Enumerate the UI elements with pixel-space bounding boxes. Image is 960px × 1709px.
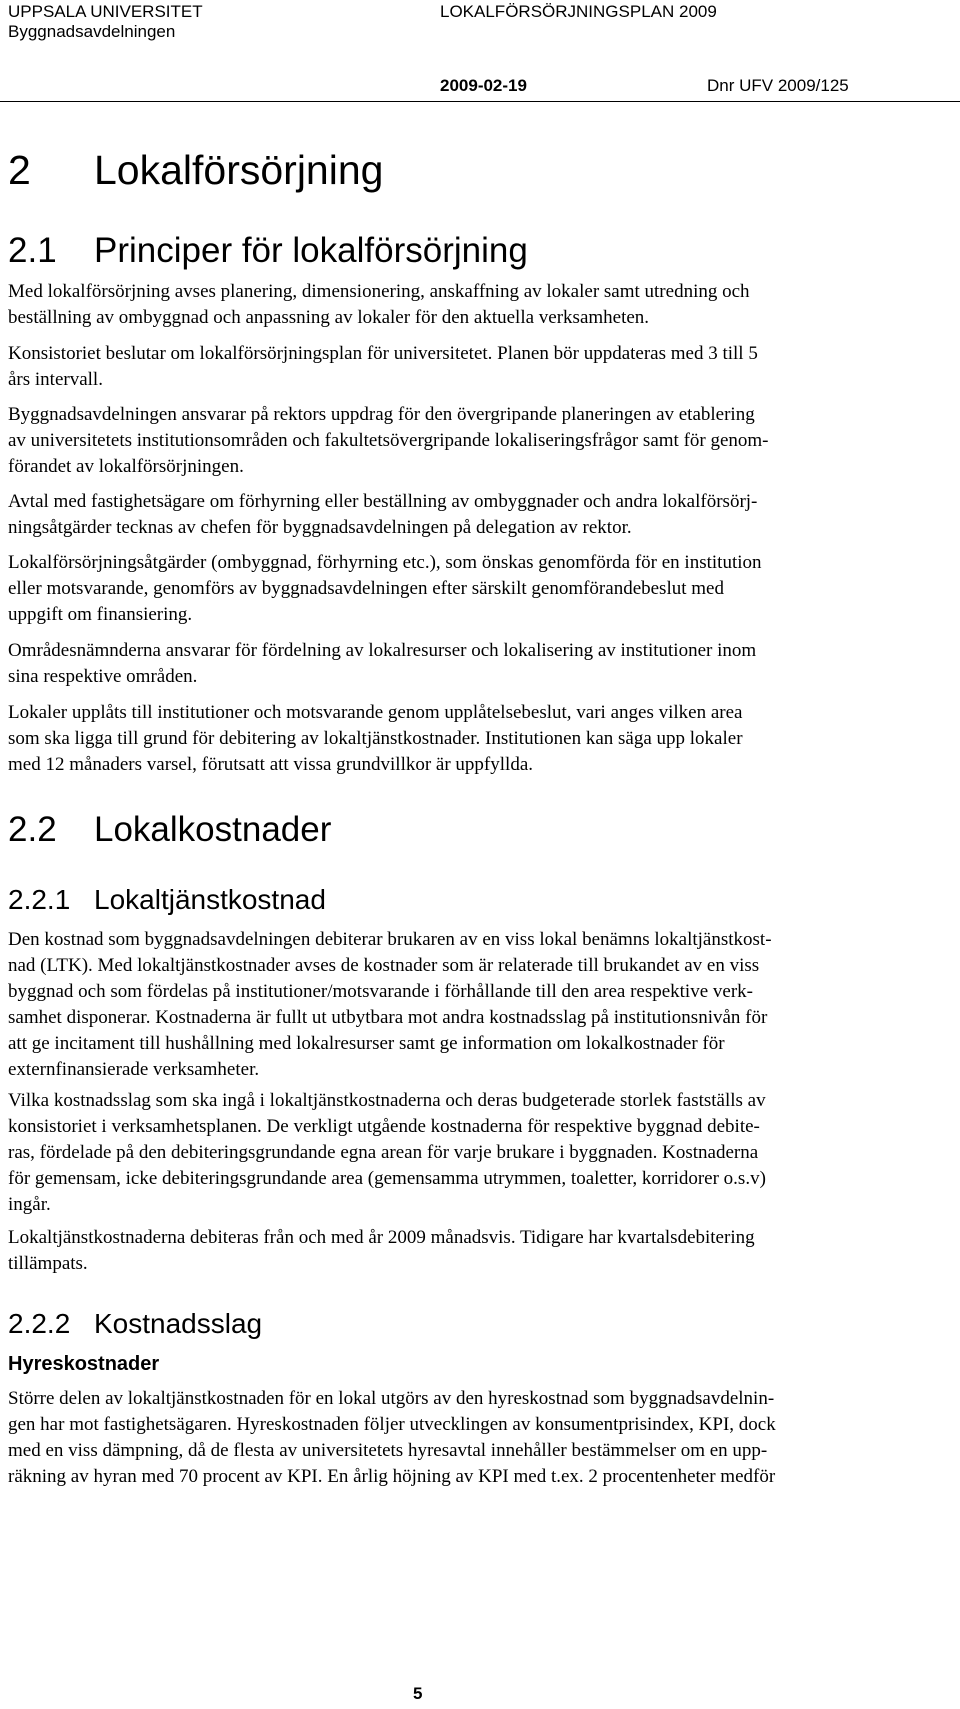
subsection-title: Lokaltjänstkostnad xyxy=(94,884,326,915)
text-line: samhet disponerar. Kostnaderna är fullt ut utbytbara mot andra kostnadsslag på institutionsnivån för xyxy=(8,1007,768,1028)
text-line: byggnad och som fördelas på institutioner/motsvarande i förhållande till den area respektive verk- xyxy=(8,981,753,1002)
text-line: med 12 månaders varsel, förutsatt att vissa grundvillkor är uppfyllda. xyxy=(8,754,534,775)
text-line: Konsistoriet beslutar om lokalförsörjningsplan för universitetet. Planen bör uppdateras med 3 till 5 xyxy=(8,343,758,364)
chapter-title: Lokalförsörjning xyxy=(94,147,384,193)
text-line: ningsåtgärder tecknas av chefen för byggnadsavdelningen på delegation av rektor. xyxy=(8,517,632,538)
text-line: med en viss dämpning, då de flesta av universitetets hyresavtal innehåller bestämmelser om en upp- xyxy=(8,1440,768,1461)
header-org: UPPSALA UNIVERSITET xyxy=(8,2,203,21)
subsection-heading-2-2-1 xyxy=(8,883,326,917)
text-line: förandet av lokalförsörjningen. xyxy=(8,456,244,477)
text-line: tillämpats. xyxy=(8,1253,88,1274)
paragraph-konsistoriet xyxy=(8,341,952,393)
text-line: Avtal med fastighetsägare om förhyrning eller beställning av ombyggnader och andra lokalförsörj- xyxy=(8,491,758,512)
section-heading-2-2 xyxy=(8,809,331,851)
text-line: Större delen av lokaltjänstkostnaden för en lokal utgörs av den hyreskostnad som byggnadsavdelnin- xyxy=(8,1388,775,1409)
text-line: Med lokalförsörjning avses planering, dimensionering, anskaffning av lokaler samt utredning och xyxy=(8,281,750,302)
text-line: externfinansierade verksamheter. xyxy=(8,1059,260,1080)
paragraph-lokaler xyxy=(8,700,952,778)
header-document-title: LOKALFÖRSÖRJNINGSPLAN 2009 xyxy=(440,2,717,21)
paragraph-hyreskostnad xyxy=(8,1386,952,1490)
text-line: nad (LTK). Med lokaltjänstkostnader avses de kostnader som är relaterade till brukandet av en viss xyxy=(8,955,760,976)
paragraph-kostnadsslag-budget xyxy=(8,1088,952,1218)
paragraph-atgarder xyxy=(8,550,952,628)
text-line: av universitetets institutionsområden och fakultetsövergripande lokaliseringsfrågor samt för genom- xyxy=(8,430,769,451)
text-line: Vilka kostnadsslag som ska ingå i lokaltjänstkostnaderna och deras budgeterade storlek fastställs av xyxy=(8,1090,766,1111)
text-line: ingår. xyxy=(8,1194,51,1215)
text-line: räkning av hyran med 70 procent av KPI. En årlig höjning av KPI med t.ex. 2 procentenheter medför xyxy=(8,1466,776,1487)
text-line: att ge incitament till hushållning med lokalresurser samt ge information om lokalkostnader för xyxy=(8,1033,725,1054)
paragraph-avtal xyxy=(8,489,952,541)
chapter-heading xyxy=(8,146,383,194)
paragraph-definition xyxy=(8,279,952,331)
text-line: uppgift om finansiering. xyxy=(8,604,193,625)
text-line: konsistoriet i verksamhetsplanen. De verkligt utgående kostnaderna för respektive byggnad debite- xyxy=(8,1116,760,1137)
paragraph-debitering xyxy=(8,1225,952,1277)
text-line: ras, fördelade på den debiteringsgrundande egna arean för varje brukare i byggnaden. Kostnaderna xyxy=(8,1142,759,1163)
subsection-number: 2.2.1 xyxy=(8,884,71,915)
header-registration-number: Dnr UFV 2009/125 xyxy=(707,76,849,95)
page-number: 5 xyxy=(413,1684,423,1703)
section-number: 2.2 xyxy=(8,810,57,849)
text-line: sina respektive områden. xyxy=(8,666,198,687)
header-date: 2009-02-19 xyxy=(440,76,527,95)
text-line: Byggnadsavdelningen ansvarar på rektors uppdrag för den övergripande planeringen av etablering xyxy=(8,404,755,425)
paragraph-omradesnamnderna xyxy=(8,638,952,690)
text-line: beställning av ombyggnad och anpassning av lokaler för den aktuella verksamheten. xyxy=(8,307,650,328)
text-line: gen har mot fastighetsägaren. Hyreskostnaden följer utvecklingen av konsumentprisindex, KPI, dock xyxy=(8,1414,776,1435)
text-line: års intervall. xyxy=(8,369,103,390)
paragraph-ltk-definition xyxy=(8,927,952,1083)
subheading-hyreskostnader: Hyreskostnader xyxy=(8,1353,160,1375)
text-line: som ska ligga till grund för debitering av lokaltjänstkostnader. Institutionen kan säga upp lokaler xyxy=(8,728,743,749)
header-department: Byggnadsavdelningen xyxy=(8,22,176,41)
section-title: Lokalkostnader xyxy=(94,810,332,849)
text-line: Områdesnämnderna ansvarar för fördelning av lokalresurser och lokalisering av institutioner inom xyxy=(8,640,757,661)
chapter-number: 2 xyxy=(8,147,31,193)
paragraph-byggnadsavdelningen xyxy=(8,402,952,480)
text-line: Lokaler upplåts till institutioner och motsvarande genom upplåtelsebeslut, vari anges vilken area xyxy=(8,702,743,723)
text-line: Lokaltjänstkostnaderna debiteras från och med år 2009 månadsvis. Tidigare har kvartalsdebitering xyxy=(8,1227,755,1248)
text-line: för gemensam, icke debiteringsgrundande area (gemensamma utrymmen, toaletter, korridorer o.s.v) xyxy=(8,1168,766,1189)
section-number: 2.1 xyxy=(8,231,57,270)
header-rule xyxy=(0,101,960,102)
text-line: eller motsvarande, genomförs av byggnadsavdelningen efter särskilt genomförandebeslut med xyxy=(8,578,724,599)
text-line: Den kostnad som byggnadsavdelningen debiterar brukaren av en viss lokal benämns lokaltjänstkost- xyxy=(8,929,772,950)
subsection-heading-2-2-2 xyxy=(8,1307,262,1341)
text-line: Lokalförsörjningsåtgärder (ombyggnad, förhyrning etc.), som önskas genomförda för en institution xyxy=(8,552,762,573)
section-heading-2-1 xyxy=(8,230,528,272)
section-title: Principer för lokalförsörjning xyxy=(94,231,528,270)
subsection-title: Kostnadsslag xyxy=(94,1308,263,1339)
subsection-number: 2.2.2 xyxy=(8,1308,71,1339)
